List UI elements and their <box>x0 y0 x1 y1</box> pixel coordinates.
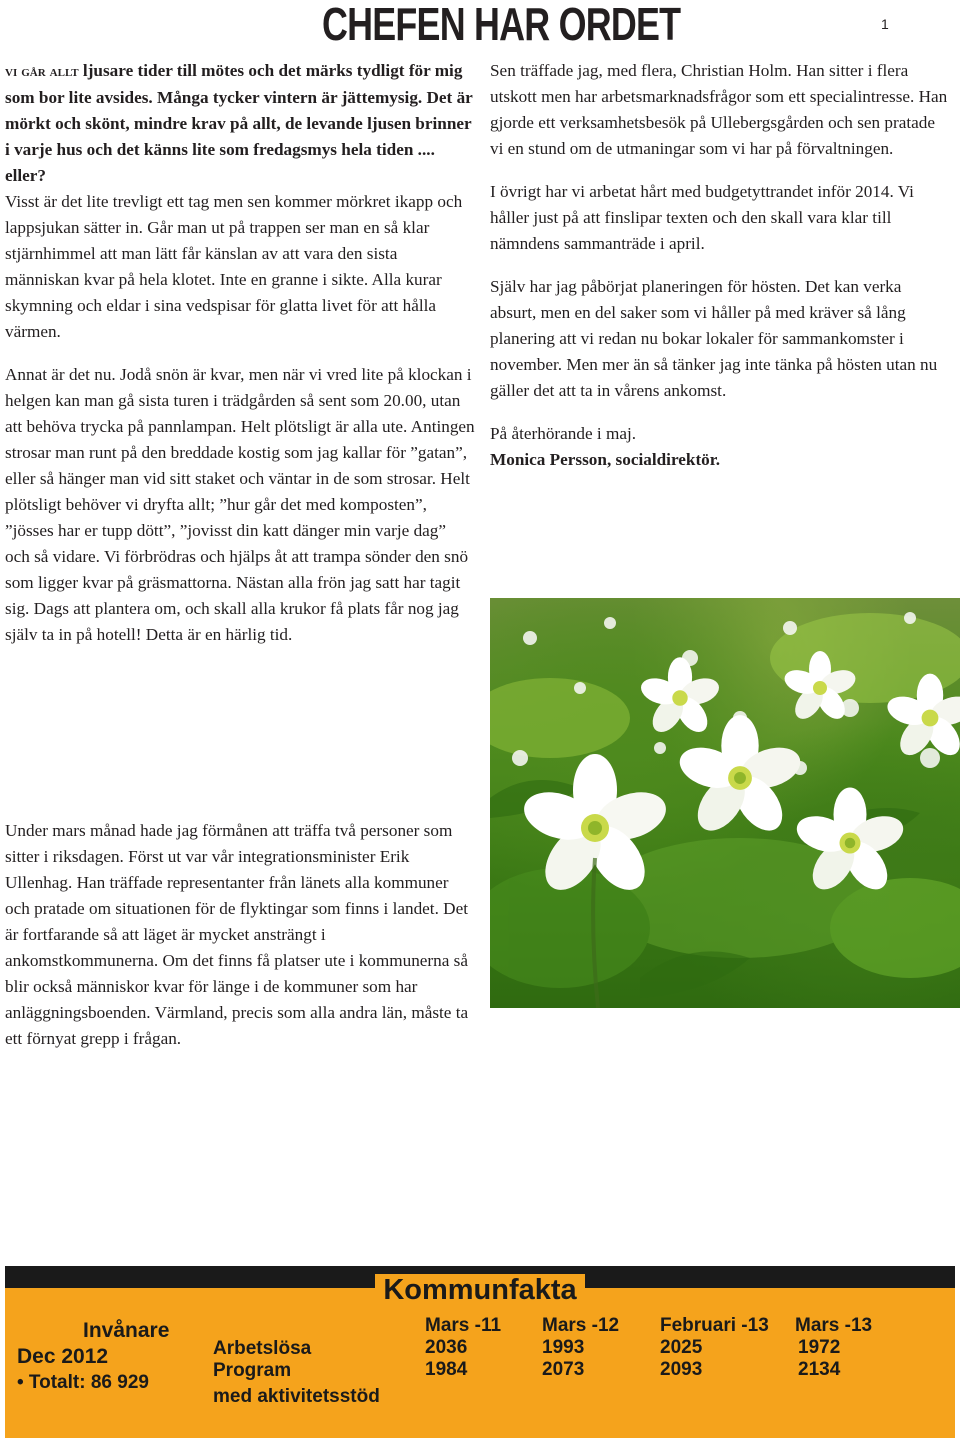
column-header: Mars -12 <box>542 1315 620 1336</box>
closing-line: På återhörande i maj. <box>490 424 637 443</box>
paragraph: Själv har jag påbörjat planeringen för hösten. Det kan verka absurt, men en del saker som vi håller på med kräver så lång planering att vi redan nu bokar lokaler för sammankomster i november. Men mer än så tänker jag inte tänka på hösten utan nu gäller det att ta in vårens ankomst. <box>490 277 938 400</box>
paragraph: I övrigt har vi arbetat hårt med budgetyttrandet inför 2014. Vi håller just på att finslipar texten och den skall vara klar till nämndens sammanträde i april. <box>490 182 914 253</box>
program-value: 2134 <box>798 1359 841 1380</box>
signature: Monica Persson, socialdirektör. <box>490 450 721 469</box>
page-number: 1 <box>881 16 889 32</box>
row-label-aktivitetsstod: med aktivitetsstöd <box>213 1386 380 1407</box>
invanare-total: • Totalt: 86 929 <box>17 1372 149 1393</box>
column-header: Februari -13 <box>660 1315 769 1336</box>
column-header: Mars -11 <box>425 1315 502 1336</box>
paragraph: Annat är det nu. Jodå snön är kvar, men när vi vred lite på klockan i helgen kan man gå sista turen i trädgården så sent som 20.00, utan att behöva trycka på pannlampan. Helt plötsligt är alla ute. Antingen strosar man runt på den breddade kostig som jag kallar för ”gatan”, eller så hänger man vid sitt staket och väntar in de som strosar. Helt plötsligt behöver vi dryfta allt; ”hur går det med komposten”, ”jösses har er tupp dött”, ”jovisst din katt dänger min varje dag” och så vidare. Vi förbrödras och hjälps åt att trampa sönder den snö som ligger kvar på gräsmattorna. Nästan alla frön jag satt har tagit sig. Dags att plantera om, och skall alla krukor få plats får nog jag själv ta in på hotell! Detta är en härlig tid. <box>5 365 475 644</box>
anemone-flower <box>638 657 723 737</box>
kommunfakta-box <box>5 1266 955 1438</box>
row-label-program: Program <box>213 1360 292 1381</box>
paragraph: Under mars månad hade jag förmånen att träffa två personer som sitter i riksdagen. Först ut var vår integrationsminister Erik Ullenhag. Han träffade representanter från länets alla kommuner och pratade om situationen för de flyktingar som finns i landet. Det är fortfarande så att läget är mycket ansträngt i ankomstkommunerna. Om det finns få platser ute i kommunerna så blir också människor kvar för länge i de kommuner som har anläggningsboenden. Värmland, precis som alla andra län, måste ta ett förnyat grepp i frågan. <box>5 821 469 1048</box>
right-column <box>490 58 950 473</box>
page-title: CHEFEN HAR ORDET <box>322 0 681 50</box>
invanare-date: Dec 2012 <box>17 1345 109 1368</box>
arbetslosa-value: 1993 <box>542 1337 585 1358</box>
arbetslosa-value: 1972 <box>798 1337 841 1358</box>
lead-smallcaps: vi går allt <box>5 63 79 80</box>
program-value: 2073 <box>542 1359 585 1380</box>
row-label-arbetslosa: Arbetslösa <box>213 1338 312 1359</box>
lead-text: ljusare tider till mötes och det märks tydligt för mig som bor lite avsides. Många tycker vintern är jättemysig. Det är mörkt och skönt, mindre krav på allt, de levande ljusen brinner i varje hus och det känns lite som fredagsmys hela tiden .... eller? <box>5 61 473 185</box>
left-column-bottom <box>5 818 475 1052</box>
invanare-label: Invånare <box>83 1319 170 1342</box>
anemone-flower <box>675 715 806 839</box>
paragraph: Sen träffade jag, med flera, Christian Holm. Han sitter i flera utskott men har arbetsmarknadsfrågor som ett specialintresse. Han gjorde ett verksamhetsbesök på Ullebergsgården och sen pratade vi en stund om de utmaningar som vi har på förvaltningen. <box>490 61 948 158</box>
arbetslosa-value: 2025 <box>660 1337 703 1358</box>
kommunfakta-title: Kommunfakta <box>375 1274 584 1306</box>
lead-paragraph <box>5 58 475 189</box>
anemone-flowers-photo <box>490 598 960 1008</box>
kommunfakta-title-wrap <box>5 1266 955 1314</box>
paragraph: Visst är det lite trevligt ett tag men sen kommer mörkret ikapp och lappsjukan sätter in. Går man ut på trappen ser man en så klar stjärnhimmel att man lätt får känslan av att vara den sista människan kvar på hela klotet. Inte en granne i sikte. Alla kurar skymning och eldar i sina vedspisar för glatta livet för att hålla värmen. <box>5 192 463 341</box>
program-value: 2093 <box>660 1359 703 1380</box>
column-header: Mars -13 <box>795 1315 873 1336</box>
arbetslosa-value: 2036 <box>425 1337 468 1358</box>
program-value: 1984 <box>425 1359 468 1380</box>
flowers-illustration <box>490 598 960 1008</box>
left-column <box>5 58 475 648</box>
